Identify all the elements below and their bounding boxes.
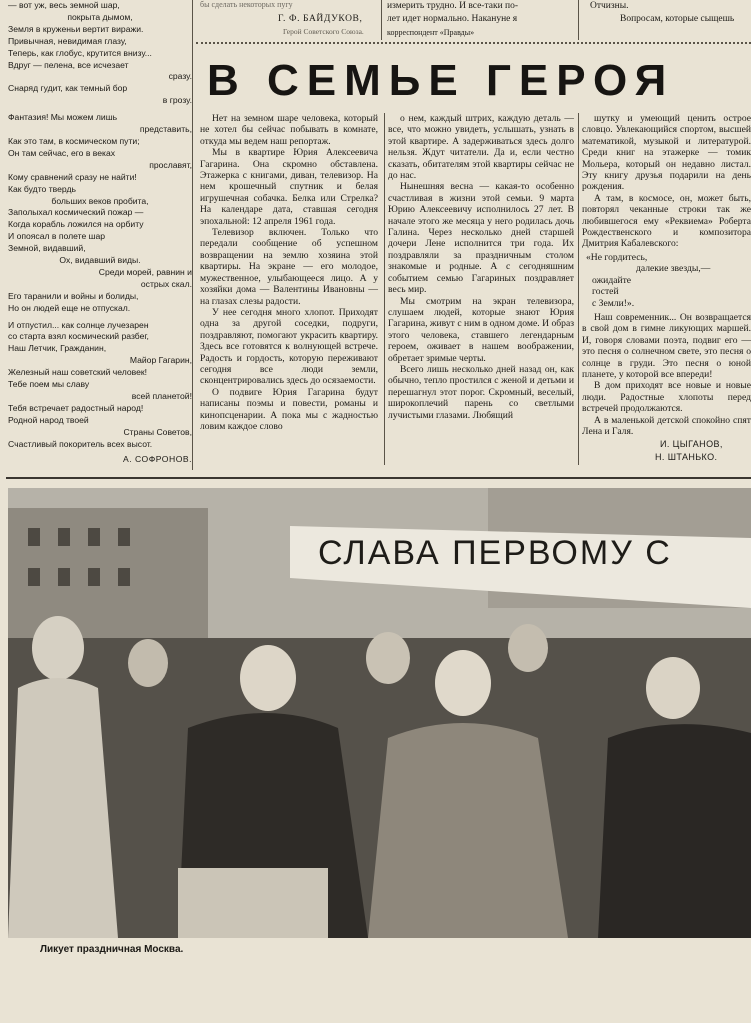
crowd-photo-illustration: [8, 488, 751, 938]
article-column-3: [582, 113, 751, 473]
poem-line: Он там сейчас, его в веках: [8, 147, 116, 158]
author-signature-1: И. ЦЫГАНОВ,: [660, 439, 723, 449]
poem-quote: [586, 252, 751, 309]
poem-line: всей планетой!: [131, 391, 192, 401]
poem-line: Теперь, как глобус, крутится внизу...: [8, 47, 152, 58]
quote-line: гостей: [592, 286, 619, 298]
poem-line: представить,: [139, 124, 192, 135]
article-paragraph: А там, в космосе, он, может быть, повторял чеканные строки так же любившегося ему «Реквиема» Роберта Рождественского и композитора Дмитрия Кабалевского:: [582, 192, 751, 250]
poem-line: Родной народ твоей: [8, 414, 89, 425]
article-column-2: [388, 113, 574, 421]
poem-line: Земля в круженьи вертит виражи.: [8, 23, 144, 34]
article-paragraph: Мы смотрим на экран телевизора, слушаем людей, которые знают Юрия Гагарина, живут с ним в одном доме. И образ этого человека, ставшего легендарным героем, оживает в нашем воображении, обретает зримые черты.: [388, 295, 574, 364]
article-paragraph: Всего лишь несколько дней назад он, как обычно, тепло простился с женой и детьми и перешагнул этот порог. Скромный, веселый, широкоплечий парень со светлыми лучистыми глазами. Любящий: [388, 363, 574, 421]
headline: В СЕМЬЕ ГЕРОЯ: [207, 56, 675, 105]
column-rule: [384, 113, 385, 465]
article-paragraph: Мы в квартире Юрия Алексеевича Гагарина. Она скромно обставлена. Этажерка с книгами, диван, телевизор. На нем крошечный спутник и белая игрушечная собачка. Белка или Стрелка? На календаре дата, ставшая сегодня эпохальной: 12 апреля 1961 года.: [200, 147, 378, 227]
poem-line: Земной, видавший,: [8, 243, 86, 254]
poem-line: Фантазия! Мы можем лишь: [8, 112, 118, 123]
column-rule: [578, 113, 579, 465]
crowd-photo: [8, 488, 751, 938]
top-mid-line: измерить трудно. И все-таки по-: [387, 1, 519, 11]
byline-credit: Г. Ф. БАЙДУКОВ,: [278, 14, 363, 24]
poem-line: И опоясал в полете шар: [8, 231, 106, 242]
section-rule: [6, 477, 751, 479]
article-paragraph: А в маленькой детской спокойно спят Лена и Галя.: [582, 414, 751, 437]
top-right-line: Отчизны.: [590, 1, 629, 11]
column-rule: [381, 0, 382, 40]
poem: [8, 0, 192, 465]
poem-line: больших веков пробита,: [51, 195, 149, 206]
poem-line: прославят,: [149, 159, 192, 170]
article-paragraph: шутку и умеющий ценить острое словцо. Увлекающийся спортом, высшей математикой, музыкой и литературой. Среди книг на этажерке — томик Мольера, который он недавно листал. Эту книгу друзья подарили на день рождения.: [582, 113, 751, 193]
poem-line: Как это там, в космическом пути;: [8, 135, 140, 146]
poem-line: Вдруг — пелена, все исчезает: [8, 59, 129, 70]
quote-line: далекие звезды,—: [636, 263, 711, 275]
byline-credit-sub: Герой Советского Союза.: [283, 27, 364, 36]
poem-line: Как будто твердь: [8, 183, 76, 194]
poem-line: — вот уж, весь земной шар,: [8, 0, 120, 10]
quote-line: с Земли!».: [592, 297, 635, 309]
article-paragraph: Нынешняя весна — какая-то особенно счастливая в жизни этой семьи. 9 марта Юрию Алексеевичу исполнилось 27 лет. В начале этого же месяца у него родилась дочь Галина. Через несколько дней старшей дочери Лене исполнится три года. Их поздравляли за праздничным столом знакомые и родные. А с сегодняшним событием семью Гагариных поздравляет весь мир.: [388, 181, 574, 296]
poem-line: в грозу.: [162, 95, 192, 106]
poem-line: Ох, видавший виды.: [59, 255, 141, 266]
poem-line: острых скал.: [140, 278, 192, 289]
column-rule: [192, 0, 193, 470]
poem-line: Тебя встречает радостный народ!: [8, 402, 144, 413]
article-paragraph: Телевизор включен. Только что передали сообщение об успешном возвращении на землю хозяина этой квартиры. На экране — его молодое, мужественное, улыбающееся лицо. А у хозяйки дома — Валентины Ивановны — на глазах слезы радости.: [200, 227, 378, 307]
author-signature-2: Н. ШТАНЬКО.: [655, 452, 718, 462]
photo-caption: Ликует праздничная Москва.: [40, 944, 184, 955]
poem-line: Но он людей еще не отпускал.: [8, 302, 131, 313]
poem-line: Наш Летчик, Гражданин,: [8, 343, 107, 354]
poem-line: Страны Советов,: [123, 426, 192, 437]
poem-line: Железный наш советский человек!: [8, 367, 148, 378]
poem-line: Его таранили и войны и болиды,: [8, 290, 139, 301]
poem-line: Майор Гагарин,: [129, 355, 192, 366]
article-paragraph: В дом приходят все новые и новые люди. Радостные хлопоты перед встречей продолжаются.: [582, 380, 751, 415]
top-mid-line: лет идет нормально. Накануне я: [387, 14, 518, 24]
article-paragraph: О подвиге Юрия Гагарина будут написаны поэмы и повести, романы и кинопсценарии. А пока мы с жадностью ловим каждое слово: [200, 386, 378, 432]
poem-line: Тебе поем мы славу: [8, 379, 90, 390]
article-paragraph: У нее сегодня много хлопот. Приходят одна за другой соседки, подруги, поздравляют, помогают украсить квартиру. Здесь все готовятся к волнующей встрече. Радость и гордость, которую переживают сегодня все люди земли, сконцентрировались здесь до осязаемости.: [200, 306, 378, 387]
poem-line: И отпустил... как солнце лучезарен: [8, 319, 149, 330]
poem-line: Привычная, невидимая глазу,: [8, 35, 127, 46]
poem-line: Снаряд гудит, как темный бор: [8, 83, 128, 94]
quote-line: ожидайте: [592, 274, 632, 286]
top-mid-line: корреспондент «Правды»: [387, 28, 475, 37]
poem-line: сразу.: [168, 71, 192, 82]
top-right-fragment: [590, 0, 751, 26]
poem-line: со старта взял космический разбег,: [8, 331, 149, 342]
poem-line: Заполыхал космический пожар —: [8, 207, 144, 218]
article-paragraph: Наш современник... Он возвращается в свой дом в гимне ликующих маршей. И, говоря словами поэта, подвиг его — это песня о солнечном свете, это песня о солнце в груди. Это песня о юной планете, у которой все впереди!: [582, 311, 751, 380]
poem-line: покрыта дымом,: [67, 11, 133, 22]
quote-line: «Не гордитесь,: [586, 251, 648, 263]
banner-text: СЛАВА ПЕРВОМУ С: [318, 534, 672, 572]
poem-line: Среди морей, равнин и: [98, 266, 192, 277]
column-rule: [578, 0, 579, 40]
article-paragraph: Нет на земном шаре человека, который не хотел бы сейчас побывать в комнате, откуда мы ведем наш репортаж.: [200, 113, 378, 147]
top-right-line: Вопросам, которые сыщешь: [620, 14, 735, 24]
poem-line: Когда корабль ложился на орбиту: [8, 219, 144, 230]
article-column-1: [200, 113, 378, 432]
top-mid-fragment: [387, 0, 572, 39]
poem-signature: А. СОФРОНОВ.: [123, 453, 192, 464]
poem-line: Счастливый покоритель всех высот.: [8, 438, 153, 449]
article-paragraph: о нем, каждый штрих, каждую деталь — все, что можно увидеть, услышать, узнать в этой квартире. А задерживаться здесь долго нельзя. Ждут читатели. Да и, если честно сказать, обитателям этой квартиры сейчас не до нас.: [388, 113, 574, 182]
header-rule: [196, 42, 751, 44]
poem-line: Кому сравнений сразу не найти!: [8, 171, 137, 182]
top-fragment: бы сделать некоторых пугу: [200, 0, 293, 9]
